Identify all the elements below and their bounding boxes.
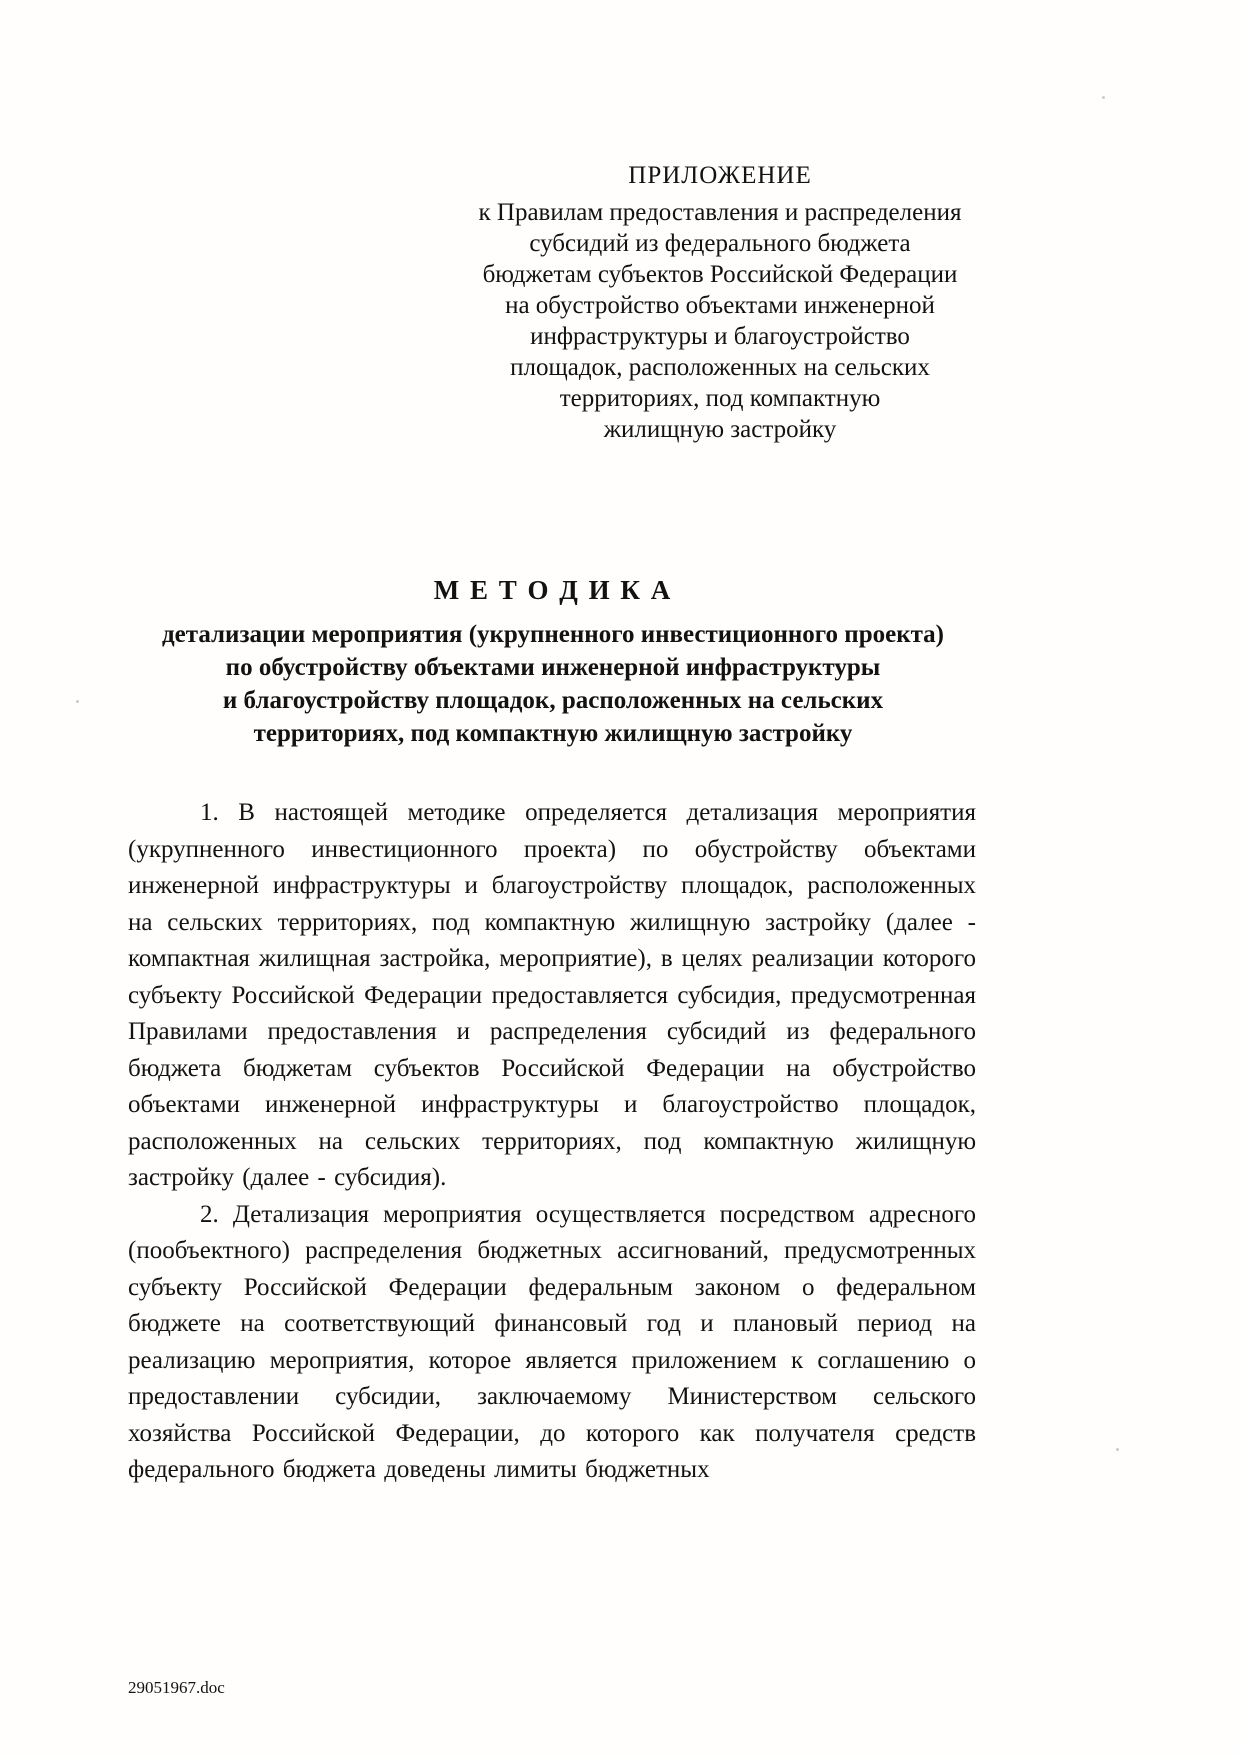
annex-line: жилищную застройку <box>603 416 837 443</box>
document-title: М Е Т О Д И К А <box>433 575 673 605</box>
scan-speckle <box>1116 1448 1119 1451</box>
subtitle-line: территориях, под компактную жилищную застройку <box>253 720 853 747</box>
document-body <box>128 795 976 1489</box>
annex-line: к Правилам предоставления и распределения <box>478 199 962 226</box>
annex-line: на обустройство объектами инженерной <box>505 292 935 319</box>
paragraph-1: 1. В настоящей методике определяется детализация мероприятия (укрупненного инвестиционного проекта) по обустройству объектами инженерной инфраструктуры и благоустройству площадок, расположенных на сельских территориях, под компактную жилищную застройку (далее - компактная жилищная застройка, мероприятие), в целях реализации которого субъекту Российской Федерации предоставляется субсидия, предусмотренная Правилами предоставления и распределения субсидий из федерального бюджета бюджетам субъектов Российской Федерации на обустройство объектами инженерной инфраструктуры и благоустройство площадок, расположенных на сельских территориях, под компактную жилищную застройку (далее - субсидия). <box>128 799 976 1191</box>
annex-header <box>455 160 985 445</box>
paragraph-2: 2. Детализация мероприятия осуществляется посредством адресного (пообъектного) распределения бюджетных ассигнований, предусмотренных субъекту Российской Федерации федеральным законом о федеральном бюджете на соответствующий финансовый год и плановый период на реализацию мероприятия, которое является приложением к соглашению о предоставлении субсидии, заключаемому Министерством сельского хозяйства Российской Федерации, до которого как получателя средств федерального бюджета доведены лимиты бюджетных <box>128 1200 976 1483</box>
annex-line: субсидий из федерального бюджета <box>529 230 911 257</box>
document-subtitle <box>128 618 978 750</box>
subtitle-line: и благоустройству площадок, расположенных на сельских <box>222 687 884 714</box>
footer-filename: 29051967.doc <box>128 1678 225 1697</box>
scan-speckle <box>1102 96 1105 99</box>
subtitle-line: детализации мероприятия (укрупненного инвестиционного проекта) <box>161 621 945 648</box>
annex-line: площадок, расположенных на сельских <box>510 354 930 381</box>
annex-line: бюджетам субъектов Российской Федерации <box>482 261 958 288</box>
scan-speckle <box>76 700 79 703</box>
annex-line: инфраструктуры и благоустройство <box>530 323 910 350</box>
annex-line: территориях, под компактную <box>559 385 881 412</box>
subtitle-line: по обустройству объектами инженерной инфраструктуры <box>225 654 881 681</box>
annex-title: ПРИЛОЖЕНИЕ <box>628 162 812 189</box>
